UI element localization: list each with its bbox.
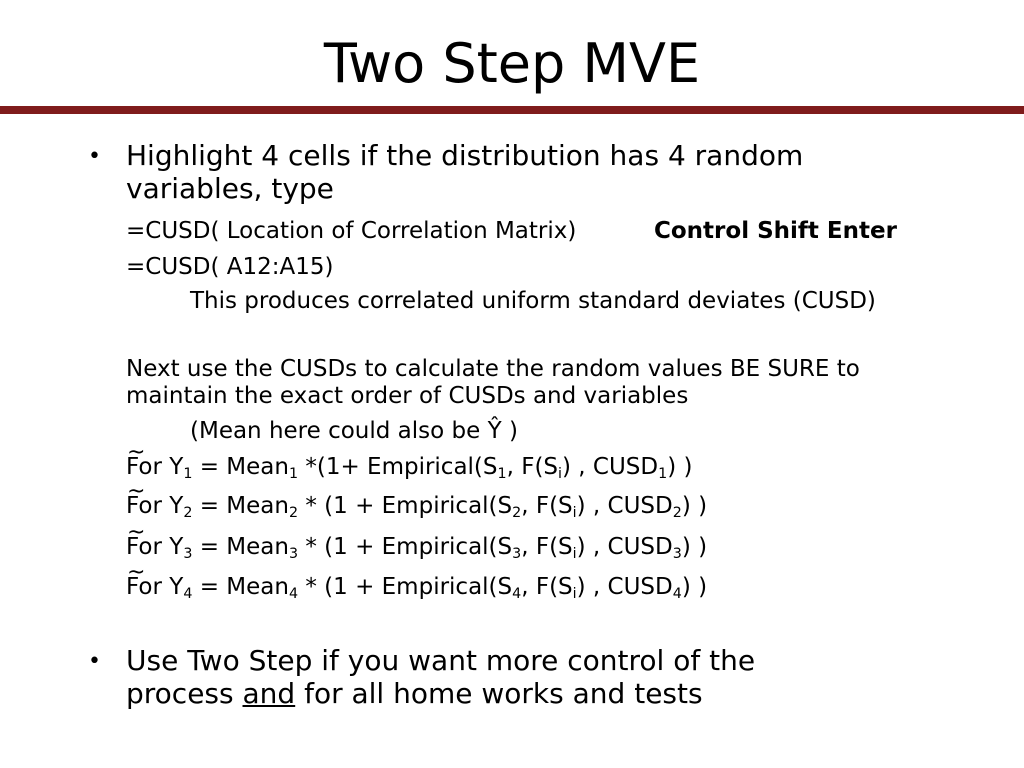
formula-correlation-matrix: =CUSD( Location of Correlation Matrix) (126, 218, 577, 244)
y-tilde: ~ For Y (126, 572, 183, 602)
bullet-1-line-2: variables, type (126, 172, 334, 205)
title-divider (0, 106, 1024, 114)
bullet-2-line-1: Use Two Step if you want more control of the (126, 644, 756, 677)
y-tilde: ~ For Y (126, 491, 183, 521)
bullet-2-line-2: process and for all home works and tests (126, 677, 703, 710)
y-tilde: ~ For Y (126, 532, 183, 562)
formula-line-3: ~ For $Y_3$ = Mean$_3$ * ($1 + Empirical(S_3$, $F(S_i)$ , $CUSD_3$) ) (126, 532, 707, 562)
formula-line-2: ~ For $Y_2$ = Mean$_2$ * ($1 + Empirical(S_2$, $F(S_i)$ , $CUSD_2$) ) (126, 491, 707, 521)
mean-note: (Mean here could also be Ŷ ) (190, 418, 518, 444)
keyboard-shortcut: Control Shift Enter (654, 218, 897, 244)
slide-title: Two Step MVE (323, 32, 701, 95)
formula-range: =CUSD( A12:A15) (126, 254, 334, 280)
bullet-marker: • (88, 649, 101, 674)
next-step-line-1: Next use the CUSDs to calculate the random values BE SURE to (126, 356, 860, 382)
bullet-marker: • (88, 144, 101, 169)
underlined-and: and (242, 677, 296, 710)
y-tilde: ~ For Y (126, 452, 183, 482)
formula-line-1: ~ For $Y_1$ = Mean$_1$ $*(1+ Empirical(S_1$, $F(S_i)$ , $CUSD_1$) ) (126, 452, 692, 482)
next-step-line-2: maintain the exact order of CUSDs and variables (126, 383, 689, 409)
bullet-1-line-1: Highlight 4 cells if the distribution has 4 random (126, 139, 804, 172)
formula-line-4: ~ For $Y_4$ = Mean$_4$ * ($1 + Empirical(S_4$, $F(S_i)$ , $CUSD_4$) ) (126, 572, 707, 602)
cusd-note: This produces correlated uniform standard deviates (CUSD) (190, 288, 876, 314)
